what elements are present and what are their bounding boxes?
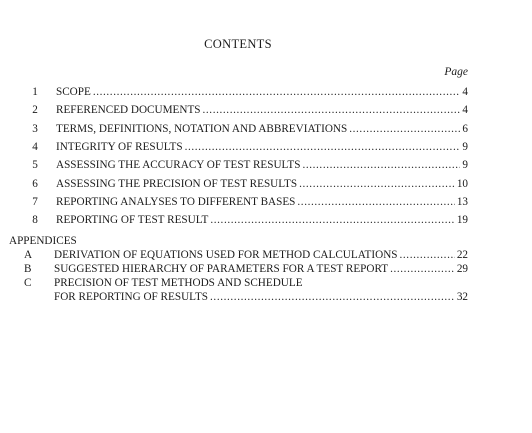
section-page: 4	[462, 104, 468, 117]
section-page: 10	[456, 177, 468, 190]
section-title: SCOPE	[56, 86, 91, 98]
appendix-row-continuation[interactable]	[0, 289, 532, 303]
dot-leader	[210, 211, 454, 229]
appendix-letter: B	[24, 263, 32, 275]
toc-row[interactable]	[0, 120, 532, 138]
dot-leader	[185, 138, 461, 156]
section-number: 7	[32, 196, 38, 209]
section-page: 9	[462, 159, 468, 172]
toc-row[interactable]	[0, 138, 532, 156]
page-column-label: Page	[444, 66, 468, 78]
section-title: ASSESSING THE PRECISION OF TEST RESULTS	[56, 177, 298, 190]
appendix-row[interactable]	[0, 275, 532, 289]
section-title: INTEGRITY OF RESULTS	[56, 141, 183, 154]
section-number: 3	[32, 122, 38, 135]
appendix-letter: C	[24, 277, 32, 289]
section-number: 4	[32, 141, 38, 154]
dot-leader	[299, 175, 455, 193]
appendix-title-line1: PRECISION OF TEST METHODS AND SCHEDULE	[54, 277, 303, 289]
dot-leader	[349, 120, 460, 138]
toc-row[interactable]	[0, 211, 532, 229]
section-page: 19	[456, 214, 468, 227]
appendix-page: 32	[456, 291, 468, 303]
dot-leader	[297, 193, 454, 211]
section-title: REFERENCED DOCUMENTS	[56, 104, 201, 117]
appendix-title-line2: FOR REPORTING OF RESULTS	[54, 291, 209, 303]
section-title: TERMS, DEFINITIONS, NOTATION AND ABBREVIATIONS	[56, 122, 348, 135]
section-title: REPORTING OF TEST RESULT	[56, 214, 209, 227]
section-number: 1	[32, 86, 38, 98]
appendix-row[interactable]	[0, 261, 532, 275]
section-page: 13	[456, 196, 468, 209]
section-number: 5	[32, 159, 38, 172]
appendices-heading: APPENDICES	[9, 235, 77, 247]
appendix-title: DERIVATION OF EQUATIONS USED FOR METHOD CALCULATIONS	[54, 249, 398, 261]
section-page: 9	[462, 141, 468, 154]
toc-row[interactable]	[0, 156, 532, 174]
appendix-row[interactable]	[0, 247, 532, 261]
section-page: 6	[462, 122, 468, 135]
toc-row[interactable]	[0, 101, 532, 119]
section-page: 4	[462, 86, 468, 98]
section-number: 2	[32, 104, 38, 117]
dot-leader	[93, 83, 461, 101]
contents-heading: CONTENTS	[204, 37, 272, 51]
appendix-page: 22	[456, 249, 468, 261]
toc-row[interactable]	[0, 175, 532, 193]
toc-row[interactable]	[0, 83, 532, 101]
appendix-page: 29	[456, 263, 468, 275]
dot-leader	[302, 156, 460, 174]
appendix-title: SUGGESTED HIERARCHY OF PARAMETERS FOR A TEST REPORT	[54, 263, 389, 275]
section-number: 8	[32, 214, 38, 227]
section-title: ASSESSING THE ACCURACY OF TEST RESULTS	[56, 159, 301, 172]
toc-sections	[0, 83, 532, 230]
toc-row[interactable]	[0, 193, 532, 211]
appendix-letter: A	[24, 249, 33, 261]
section-title: REPORTING ANALYSES TO DIFFERENT BASES	[56, 196, 296, 209]
section-number: 6	[32, 177, 38, 190]
dot-leader	[210, 289, 455, 305]
dot-leader	[203, 101, 461, 119]
